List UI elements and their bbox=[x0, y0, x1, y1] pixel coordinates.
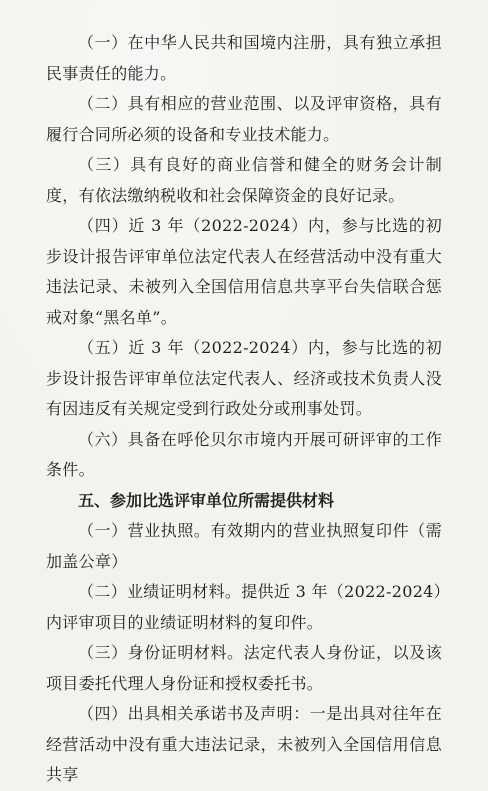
section-title: 五、参加比选评审单位所需提供材料 bbox=[78, 490, 335, 510]
material-item-2: （二）业绩证明材料。提供近 3 年（2022-2024）内评审项目的业绩证明材料的复印件。 bbox=[46, 582, 442, 632]
qualification-item-6: （六）具备在呼伦贝尔市境内开展可研评审的工作条件。 bbox=[46, 429, 442, 479]
material-item-3: （三）身份证明材料。法定代表人身份证，以及该项目委托代理人身份证和授权委托书。 bbox=[46, 643, 442, 693]
qualification-item-3: （三）具有良好的商业信誉和健全的财务会计制度，有依法缴纳税收和社会保障资金的良好记录。 bbox=[46, 155, 442, 205]
qualification-item-5: （五）近 3 年（2022-2024）内，参与比选的初步设计报告评审单位法定代表人、经济或技术负责人没有因违反有关规定受到行政处分或刑事处罚。 bbox=[46, 338, 442, 418]
material-item-4: （四）出具相关承诺书及声明：一是出具对往年在经营活动中没有重大违法记录，未被列入全国信用信息共享 bbox=[46, 704, 442, 784]
material-item-1: （一）营业执照。有效期内的营业执照复印件（需加盖公章） bbox=[46, 521, 442, 571]
qualification-item-4: （四）近 3 年（2022-2024）内，参与比选的初步设计报告评审单位法定代表人在经营活动中没有重大违法记录、未被列入全国信用信息共享平台失信联合惩戒对象“黑名单”。 bbox=[46, 216, 442, 327]
qualification-item-1: （一）在中华人民共和国境内注册，具有独立承担民事责任的能力。 bbox=[46, 33, 442, 83]
qualification-item-2: （二）具有相应的营业范围、以及评审资格，具有履行合同所必须的设备和专业技术能力。 bbox=[46, 94, 442, 144]
